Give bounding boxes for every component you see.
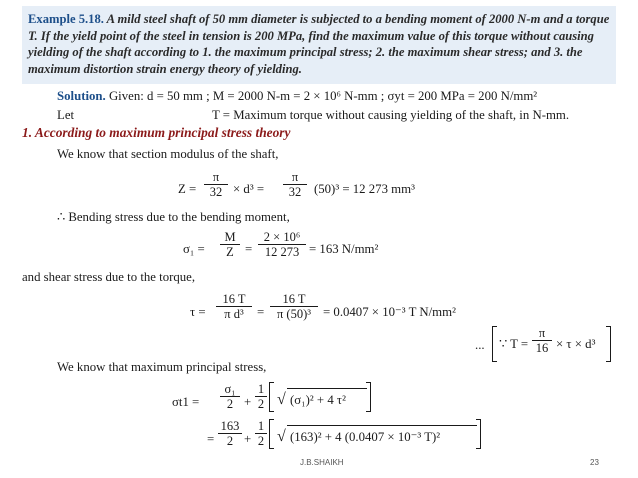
sigmat1-root-content2: (163)² + 4 (0.0407 × 10⁻³ T)²	[290, 430, 441, 444]
sigmat1-frac-half2	[255, 419, 267, 448]
sigmat1-frac-half	[255, 382, 267, 411]
tau-frac-2	[270, 292, 318, 321]
tau-frac-1-num: 16 T	[216, 292, 252, 307]
z-times-d3: × d³ =	[233, 182, 265, 196]
sigmat1-frac-1-num: σ₁	[220, 382, 240, 397]
z-frac-2	[283, 170, 307, 199]
note-frac-den: 16	[535, 341, 549, 355]
tau-rhs: = 0.0407 × 10⁻³ T N/mm²	[323, 305, 456, 319]
max-principal-intro: We know that maximum principal stress,	[57, 360, 267, 374]
tau-eq: =	[257, 305, 265, 319]
sigmat1-root-bar	[287, 388, 367, 389]
sigmat1-frac-163-num: 163	[218, 419, 242, 434]
sigmat1-frac-1	[220, 382, 240, 411]
sigma1-frac-val	[258, 230, 306, 259]
sigma1-frac-mz	[220, 230, 240, 259]
sigmat1-frac-half-den: 2	[257, 397, 265, 411]
note-because: ∵ T =	[499, 337, 529, 351]
solution-given: Given: d = 50 mm ; M = 2000 N-m = 2 × 10⁶ N-mm ; σyt = 200 MPa = 200 N/mm²	[108, 89, 538, 103]
tau-frac-1	[216, 292, 252, 321]
footer-page-number: 23	[590, 458, 599, 467]
solution-label: Solution.	[57, 89, 106, 103]
note-right-bracket	[606, 326, 611, 362]
sigmat1-right-bracket	[366, 382, 371, 412]
sigma1-rhs: = 163 N/mm²	[309, 242, 379, 256]
note-tail: × τ × d³	[556, 337, 596, 351]
sigmat1-root-sign2: √	[277, 428, 286, 445]
sigmat1-frac-half2-num: 1	[255, 419, 267, 434]
let-definition: T = Maximum torque without causing yielding of the shaft, in N-mm.	[212, 108, 570, 122]
footer-author: J.B.SHAIKH	[300, 458, 344, 467]
note-left-bracket	[492, 326, 497, 362]
sigmat1-root-bar2	[287, 425, 477, 426]
sigmat1-right-bracket2	[476, 419, 481, 449]
sigma1-frac-mz-den: Z	[226, 245, 234, 259]
z-frac-1-den: 32	[209, 185, 223, 199]
z-rhs: (50)³ = 12 273 mm³	[314, 182, 415, 196]
tau-frac-2-num: 16 T	[270, 292, 318, 307]
section-modulus-intro: We know that section modulus of the shaft,	[57, 147, 279, 161]
sigmat1-lhs: σt1 =	[172, 395, 200, 409]
sigmat1-plus: +	[244, 395, 252, 409]
sigmat1-root-sign: √	[277, 391, 286, 408]
example-statement	[28, 11, 610, 77]
sigma1-eq: =	[245, 242, 253, 256]
sigmat1-plus2: +	[244, 432, 252, 446]
sigma1-lhs: σ₁ =	[183, 242, 205, 256]
bending-intro: ∴ Bending stress due to the bending moment,	[57, 210, 290, 224]
section-heading: 1. According to maximum principal stress theory	[22, 125, 291, 140]
example-label: Example 5.18.	[28, 12, 104, 26]
solution-given-line	[57, 89, 537, 104]
sigmat1-left-bracket	[269, 382, 274, 412]
sigmat1-eq2: =	[207, 432, 215, 446]
z-frac-2-num: π	[283, 170, 307, 185]
tau-frac-1-den: π d³	[224, 307, 244, 321]
z-frac-1	[204, 170, 228, 199]
sigmat1-frac-163	[218, 419, 242, 448]
sigmat1-left-bracket2	[269, 419, 274, 449]
let-word: Let	[57, 108, 75, 122]
note-frac-num: π	[532, 326, 552, 341]
tau-lhs: τ =	[190, 305, 206, 319]
sigmat1-frac-1-den: 2	[226, 397, 234, 411]
tau-frac-2-den: π (50)³	[276, 307, 311, 321]
z-lhs: Z =	[178, 182, 197, 196]
sigma1-frac-val-num: 2 × 10⁶	[258, 230, 306, 245]
z-frac-1-num: π	[204, 170, 228, 185]
shear-intro: and shear stress due to the torque,	[22, 270, 196, 284]
note-frac	[532, 326, 552, 355]
sigma1-frac-val-den: 12 273	[264, 245, 300, 259]
sigmat1-root-content: (σ₁)² + 4 τ²	[290, 393, 346, 407]
sigmat1-frac-163-den: 2	[226, 434, 234, 448]
sigmat1-frac-half2-den: 2	[257, 434, 265, 448]
sigma1-frac-mz-num: M	[220, 230, 240, 245]
sigmat1-frac-half-num: 1	[255, 382, 267, 397]
example-text: A mild steel shaft of 50 mm diameter is subjected to a bending moment of 2000 N-m and a torque T. If the yield point of the steel in tension is 200 MPa, find the maximum value of this torque without causing yielding of the shaft according to 1. the maximum principal stress; 2. the maximum shear stress; and 3. the maximum distortion strain energy theory of yielding.	[28, 12, 610, 76]
note-dots: ...	[475, 338, 485, 352]
z-frac-2-den: 32	[288, 185, 302, 199]
